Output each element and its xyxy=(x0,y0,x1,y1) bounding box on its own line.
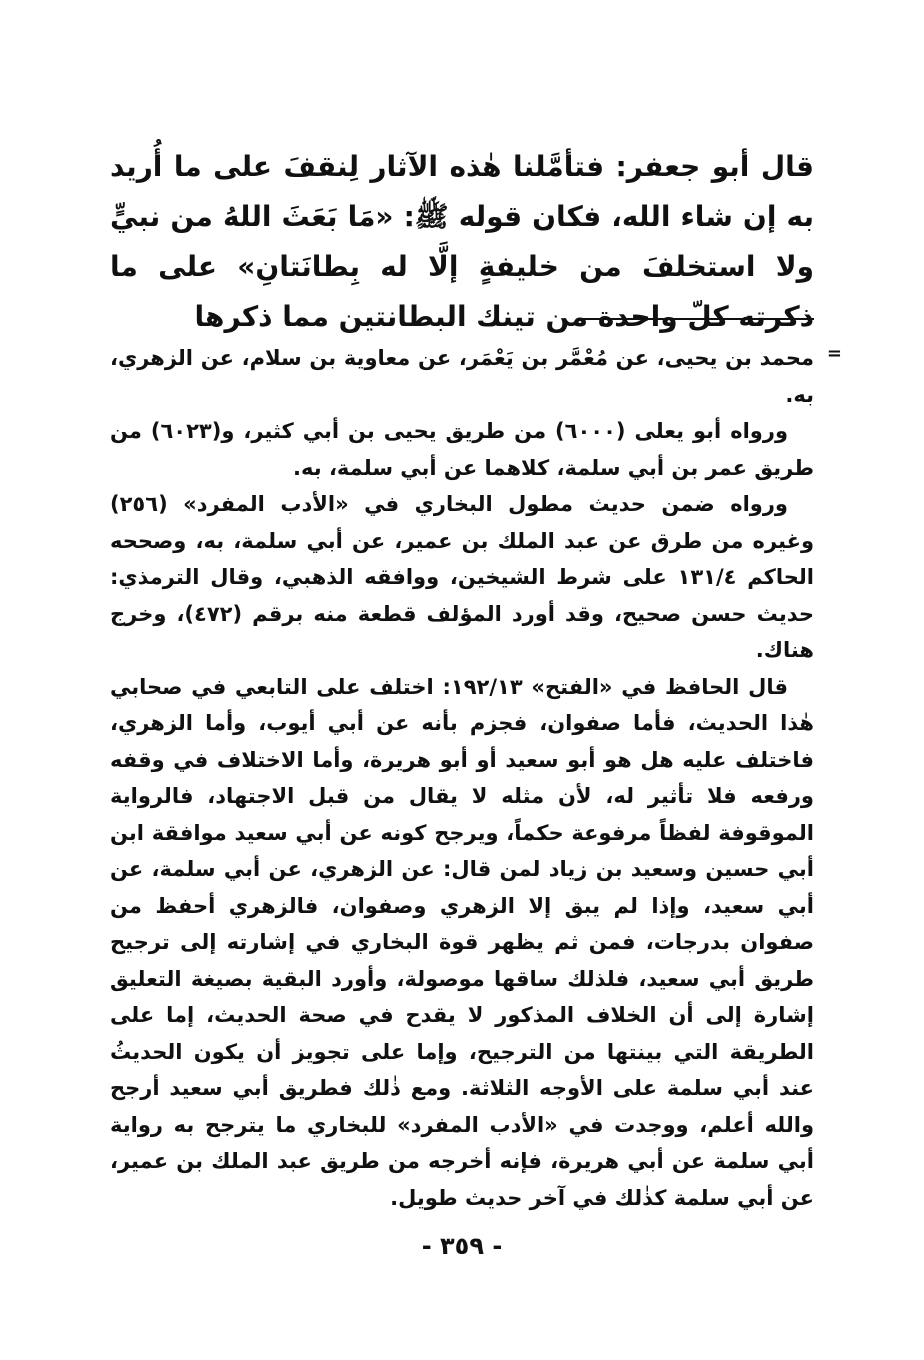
footnote-paragraph-3: ورواه ضمن حديث مطول البخاري في «الأدب المفرد» (٢٥٦) وغيره من طرق عن عبد الملك بن عمير، عن أبي سلمة، به، وصححه الحاكم ١٣١/٤ على شرط الشيخين، ووافقه الذهبي، وقال الترمذي: حديث حسن صحيح، وقد أورد المؤلف قطعة منه برقم (٤٧٢)، وخرج هناك. xyxy=(110,492,814,662)
footnote-paragraph-1: محمد بن يحيى، عن مُعْمَّر بن يَعْمَر، عن معاوية بن سلام، عن الزهري، به. xyxy=(110,346,814,407)
page-number: - ٣٥٩ - xyxy=(421,1232,503,1260)
footnote-paragraph-4: قال الحافظ في «الفتح» ١٩٢/١٣: اختلف على التابعي في صحابي هٰذا الحديث، فأما صفوان، فجزم بأنه عن أبي أيوب، وأما الزهري، فاختلف عليه هل هو أبو سعيد أو أبو هريرة، وأما الاختلاف في وقفه ورفعه فلا تأثير له، لأن مثله لا يقال من قبل الاجتهاد، فالرواية الموقوفة لفظاً مرفوعة حكماً، ويرجح كونه عن أبي سعيد موافقة ابن أبي حسين وسعيد بن زياد لمن قال: عن الزهري، عن أبي سلمة، عن أبي سعيد، وإذا لم يبق إلا الزهري وصفوان، فالزهري أحفظ من صفوان بدرجات، فمن ثم يظهر قوة البخاري في إشارته إلى ترجيح طريق أبي سعيد، فلذلك ساقها موصولة، وأورد البقية بصيغة التعليق إشارة إلى أن الخلاف المذكور لا يقدح في صحة الحديث، إما على الطريقة التي بينتها من الترجيح، وإما على تجويز أن يكون الحديثُ عند أبي سلمة على الأوجه الثلاثة. ومع ذٰلك فطريق أبي سعيد أرجح والله أعلم، ووجدت في «الأدب المفرد» للبخاري ما يترجح به رواية أبي سلمة عن أبي هريرة، فإنه أخرجه من طريق عبد الملك بن عمير، عن أبي سلمة كذٰلك في آخر حديث طويل. xyxy=(110,674,814,1210)
main-text-paragraph: قال أبو جعفر: فتأمَّلنا هٰذه الآثار لِنقفَ على ما أُريد به إن شاء الله، فكان قوله ﷺ: «مَا بَعَثَ اللهُ من نبيٍّ ولا استخلفَ من خليفةٍ إلَّا له بِطانَتانِ» على ما ذكرته كلّ واحدة من تينك البطانتين مما ذكرها xyxy=(110,150,814,333)
footnote-continuation-marker: = xyxy=(826,343,842,364)
footnote-separator xyxy=(580,318,814,320)
footnote-paragraph-2: ورواه أبو يعلى (٦٠٠٠) من طريق يحيى بن أبي كثير، و(٦٠٢٣) من طريق عمر بن أبي سلمة، كلاهما عن أبي سلمة، به. xyxy=(110,419,814,480)
footnotes-section xyxy=(110,340,814,1216)
